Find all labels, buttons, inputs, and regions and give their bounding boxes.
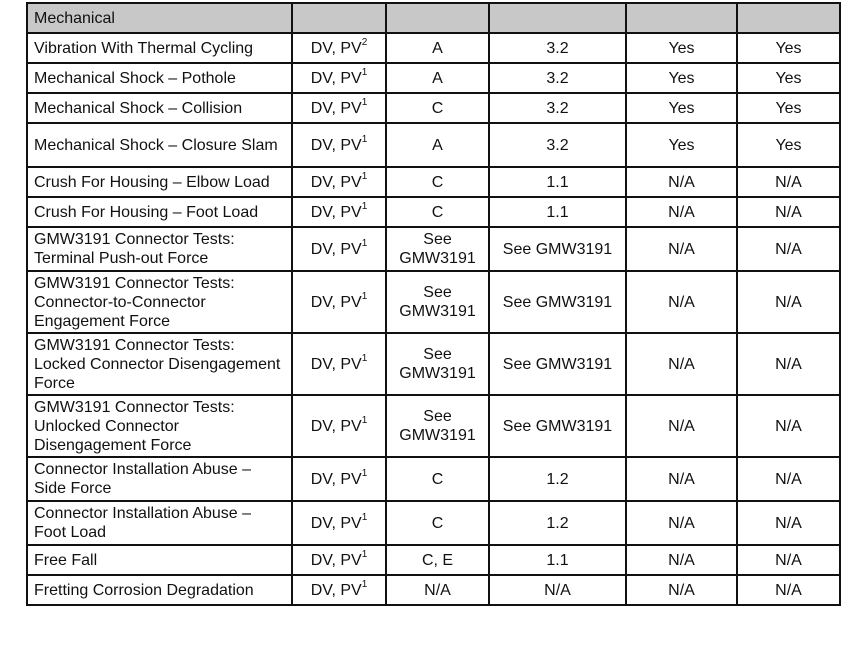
- test-name-cell: Mechanical Shock – Collision: [27, 93, 292, 123]
- test-name-cell: Free Fall: [27, 545, 292, 575]
- mode-cell: C, E: [386, 545, 489, 575]
- phase-footnote: 1: [361, 134, 368, 146]
- col6-cell: N/A: [737, 395, 840, 457]
- phase-text: DV, PV: [310, 240, 362, 258]
- table-row: [27, 271, 840, 333]
- phase-text: DV, PV: [310, 470, 362, 488]
- section-empty-cell: [386, 3, 489, 33]
- section-ref-cell: 1.2: [489, 501, 626, 545]
- table-row: [27, 63, 840, 93]
- test-name-cell: GMW3191 Connector Tests: Connector-to-Connector Engagement Force: [27, 271, 292, 333]
- col5-cell: N/A: [626, 167, 737, 197]
- phase-cell: [292, 395, 386, 457]
- col5-cell: N/A: [626, 395, 737, 457]
- phase-cell: [292, 575, 386, 605]
- mode-cell: A: [386, 63, 489, 93]
- col5-cell: N/A: [626, 575, 737, 605]
- mode-cell: See GMW3191: [386, 395, 489, 457]
- section-header-row: [27, 3, 840, 33]
- mode-cell: A: [386, 33, 489, 63]
- phase-cell: [292, 33, 386, 63]
- phase-footnote: 1: [361, 67, 368, 79]
- table-row: [27, 227, 840, 271]
- col5-cell: N/A: [626, 333, 737, 395]
- phase-text: DV, PV: [310, 293, 362, 311]
- phase-footnote: 1: [361, 549, 368, 561]
- phase-text: DV, PV: [310, 136, 362, 154]
- mode-cell: See GMW3191: [386, 333, 489, 395]
- phase-cell: [292, 93, 386, 123]
- col6-cell: N/A: [737, 271, 840, 333]
- section-ref-cell: N/A: [489, 575, 626, 605]
- test-name-cell: Connector Installation Abuse – Side Force: [27, 457, 292, 501]
- col6-cell: Yes: [737, 123, 840, 167]
- col6-cell: N/A: [737, 501, 840, 545]
- test-name-cell: Crush For Housing – Elbow Load: [27, 167, 292, 197]
- test-name-cell: Crush For Housing – Foot Load: [27, 197, 292, 227]
- section-empty-cell: [489, 3, 626, 33]
- phase-cell: [292, 271, 386, 333]
- table-row: [27, 123, 840, 167]
- col5-cell: N/A: [626, 227, 737, 271]
- table-row: [27, 333, 840, 395]
- test-name-cell: Fretting Corrosion Degradation: [27, 575, 292, 605]
- col5-cell: Yes: [626, 93, 737, 123]
- col5-cell: N/A: [626, 271, 737, 333]
- section-ref-cell: 3.2: [489, 123, 626, 167]
- test-name-cell: Mechanical Shock – Closure Slam: [27, 123, 292, 167]
- section-ref-cell: 1.1: [489, 197, 626, 227]
- section-ref-cell: See GMW3191: [489, 333, 626, 395]
- col6-cell: Yes: [737, 33, 840, 63]
- test-name-cell: Connector Installation Abuse – Foot Load: [27, 501, 292, 545]
- phase-footnote: 1: [361, 201, 368, 213]
- section-ref-cell: 3.2: [489, 93, 626, 123]
- section-empty-cell: [737, 3, 840, 33]
- phase-footnote: 1: [361, 512, 368, 524]
- col5-cell: N/A: [626, 545, 737, 575]
- phase-text: DV, PV: [310, 99, 362, 117]
- section-empty-cell: [292, 3, 386, 33]
- section-ref-cell: 3.2: [489, 63, 626, 93]
- section-title: Mechanical: [27, 3, 292, 33]
- phase-footnote: 1: [361, 291, 368, 303]
- table-row: [27, 33, 840, 63]
- phase-text: DV, PV: [310, 39, 362, 57]
- phase-text: DV, PV: [310, 514, 362, 532]
- table-row: [27, 197, 840, 227]
- phase-text: DV, PV: [310, 551, 362, 569]
- test-name-cell: Vibration With Thermal Cycling: [27, 33, 292, 63]
- test-name-cell: GMW3191 Connector Tests: Locked Connector Disengagement Force: [27, 333, 292, 395]
- table-row: [27, 167, 840, 197]
- col5-cell: N/A: [626, 501, 737, 545]
- phase-footnote: 1: [361, 238, 368, 250]
- col6-cell: N/A: [737, 167, 840, 197]
- phase-cell: [292, 63, 386, 93]
- col6-cell: N/A: [737, 227, 840, 271]
- mode-cell: C: [386, 93, 489, 123]
- phase-cell: [292, 123, 386, 167]
- phase-text: DV, PV: [310, 581, 362, 599]
- test-name-cell: Mechanical Shock – Pothole: [27, 63, 292, 93]
- col5-cell: Yes: [626, 123, 737, 167]
- phase-footnote: 1: [361, 353, 368, 365]
- table-row: [27, 395, 840, 457]
- phase-text: DV, PV: [310, 69, 362, 87]
- section-ref-cell: 1.1: [489, 167, 626, 197]
- phase-cell: [292, 227, 386, 271]
- section-ref-cell: See GMW3191: [489, 271, 626, 333]
- phase-footnote: 1: [361, 171, 368, 183]
- phase-cell: [292, 457, 386, 501]
- section-ref-cell: See GMW3191: [489, 395, 626, 457]
- phase-footnote: 1: [361, 415, 368, 427]
- mode-cell: See GMW3191: [386, 271, 489, 333]
- section-ref-cell: See GMW3191: [489, 227, 626, 271]
- section-ref-cell: 1.1: [489, 545, 626, 575]
- phase-text: DV, PV: [310, 203, 362, 221]
- phase-footnote: 1: [361, 579, 368, 591]
- col5-cell: Yes: [626, 33, 737, 63]
- col6-cell: N/A: [737, 545, 840, 575]
- table-row: [27, 93, 840, 123]
- phase-cell: [292, 167, 386, 197]
- mode-cell: C: [386, 167, 489, 197]
- col5-cell: N/A: [626, 457, 737, 501]
- col6-cell: Yes: [737, 63, 840, 93]
- col6-cell: N/A: [737, 457, 840, 501]
- phase-cell: [292, 197, 386, 227]
- phase-text: DV, PV: [310, 355, 362, 373]
- col6-cell: N/A: [737, 333, 840, 395]
- mode-cell: N/A: [386, 575, 489, 605]
- mode-cell: C: [386, 197, 489, 227]
- mode-cell: A: [386, 123, 489, 167]
- section-empty-cell: [626, 3, 737, 33]
- section-ref-cell: 3.2: [489, 33, 626, 63]
- phase-footnote: 1: [361, 468, 368, 480]
- phase-footnote: 2: [361, 37, 368, 49]
- test-matrix-table: [26, 2, 841, 606]
- phase-footnote: 1: [361, 97, 368, 109]
- phase-cell: [292, 501, 386, 545]
- table-row: [27, 575, 840, 605]
- col5-cell: Yes: [626, 63, 737, 93]
- table-row: [27, 501, 840, 545]
- table-row: [27, 545, 840, 575]
- col6-cell: Yes: [737, 93, 840, 123]
- section-ref-cell: 1.2: [489, 457, 626, 501]
- mode-cell: See GMW3191: [386, 227, 489, 271]
- col6-cell: N/A: [737, 575, 840, 605]
- phase-cell: [292, 333, 386, 395]
- phase-cell: [292, 545, 386, 575]
- col5-cell: N/A: [626, 197, 737, 227]
- phase-text: DV, PV: [310, 417, 362, 435]
- table-row: [27, 457, 840, 501]
- col6-cell: N/A: [737, 197, 840, 227]
- test-name-cell: GMW3191 Connector Tests: Unlocked Connector Disengagement Force: [27, 395, 292, 457]
- test-name-cell: GMW3191 Connector Tests: Terminal Push-out Force: [27, 227, 292, 271]
- mode-cell: C: [386, 501, 489, 545]
- mode-cell: C: [386, 457, 489, 501]
- phase-text: DV, PV: [310, 173, 362, 191]
